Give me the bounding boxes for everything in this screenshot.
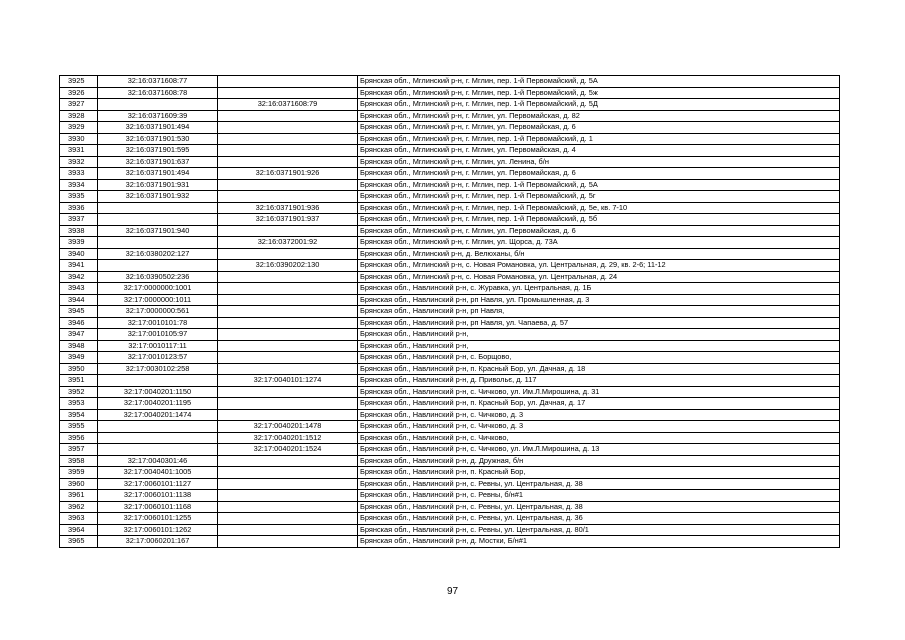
row-number-cell: 3963 [60, 513, 98, 525]
address-cell: Брянская обл., Навлинский р-н, п. Красный Бор, ул. Дачная, д. 17 [358, 398, 840, 410]
address-cell: Брянская обл., Навлинский р-н, рп Навля, ул. Промышленная, д. 3 [358, 294, 840, 306]
cadastral-number-cell [98, 375, 218, 387]
address-cell: Брянская обл., Мглинский р-н, д. Велюханы, б/н [358, 248, 840, 260]
row-number-cell: 3933 [60, 168, 98, 180]
row-number-cell: 3964 [60, 524, 98, 536]
address-cell: Брянская обл., Мглинский р-н, г. Мглин, пер. 1-й Первомайский, д. 5А [358, 76, 840, 88]
cadastral-number-cell [98, 421, 218, 433]
table-row [60, 110, 840, 122]
cadastral-number-cell: 32:17:0030102:258 [98, 363, 218, 375]
address-cell: Брянская обл., Навлинский р-н, с. Ревны, ул. Центральная, д. 80/1 [358, 524, 840, 536]
related-cadastral-number-cell [218, 455, 358, 467]
table-row [60, 202, 840, 214]
cadastral-number-cell: 32:16:0371609:39 [98, 110, 218, 122]
address-cell: Брянская обл., Навлинский р-н, с. Чичково, д. 3 [358, 421, 840, 433]
related-cadastral-number-cell [218, 490, 358, 502]
table-row [60, 524, 840, 536]
cadastral-number-cell: 32:17:0000000:1011 [98, 294, 218, 306]
cadastral-number-cell: 32:16:0371901:931 [98, 179, 218, 191]
row-number-cell: 3935 [60, 191, 98, 203]
related-cadastral-number-cell [218, 283, 358, 295]
table-row [60, 340, 840, 352]
related-cadastral-number-cell [218, 501, 358, 513]
row-number-cell: 3956 [60, 432, 98, 444]
related-cadastral-number-cell [218, 76, 358, 88]
address-cell: Брянская обл., Навлинский р-н, д. Мостки, Б/н#1 [358, 536, 840, 548]
row-number-cell: 3930 [60, 133, 98, 145]
table-row [60, 191, 840, 203]
related-cadastral-number-cell [218, 409, 358, 421]
cadastral-number-cell: 32:16:0371901:932 [98, 191, 218, 203]
related-cadastral-number-cell [218, 248, 358, 260]
cadastral-number-cell: 32:17:0040201:1474 [98, 409, 218, 421]
related-cadastral-number-cell: 32:17:0040101:1274 [218, 375, 358, 387]
cadastral-number-cell: 32:17:0000000:1001 [98, 283, 218, 295]
row-number-cell: 3954 [60, 409, 98, 421]
table-row [60, 87, 840, 99]
cadastral-number-cell: 32:17:0010105:97 [98, 329, 218, 341]
row-number-cell: 3945 [60, 306, 98, 318]
address-cell: Брянская обл., Навлинский р-н, [358, 340, 840, 352]
row-number-cell: 3957 [60, 444, 98, 456]
address-cell: Брянская обл., Навлинский р-н, с. Ревны, ул. Центральная, д. 36 [358, 513, 840, 525]
address-cell: Брянская обл., Мглинский р-н, г. Мглин, пер. 1-й Первомайский, д. 5г [358, 191, 840, 203]
related-cadastral-number-cell [218, 87, 358, 99]
related-cadastral-number-cell [218, 179, 358, 191]
row-number-cell: 3936 [60, 202, 98, 214]
row-number-cell: 3953 [60, 398, 98, 410]
row-number-cell: 3962 [60, 501, 98, 513]
row-number-cell: 3951 [60, 375, 98, 387]
table-row [60, 248, 840, 260]
related-cadastral-number-cell [218, 156, 358, 168]
row-number-cell: 3927 [60, 99, 98, 111]
row-number-cell: 3949 [60, 352, 98, 364]
cadastral-number-cell [98, 432, 218, 444]
row-number-cell: 3944 [60, 294, 98, 306]
address-cell: Брянская обл., Навлинский р-н, [358, 329, 840, 341]
cadastral-number-cell: 32:16:0390502:236 [98, 271, 218, 283]
row-number-cell: 3965 [60, 536, 98, 548]
table-row [60, 214, 840, 226]
address-cell: Брянская обл., Мглинский р-н, г. Мглин, пер. 1-й Первомайский, д. 1 [358, 133, 840, 145]
page-number: 97 [446, 586, 459, 597]
cadastral-number-cell [98, 214, 218, 226]
table-row [60, 283, 840, 295]
table-row [60, 490, 840, 502]
row-number-cell: 3934 [60, 179, 98, 191]
table-row [60, 271, 840, 283]
cadastral-number-cell [98, 202, 218, 214]
cadastral-number-cell: 32:17:0060101:1138 [98, 490, 218, 502]
related-cadastral-number-cell [218, 329, 358, 341]
table-row [60, 478, 840, 490]
related-cadastral-number-cell [218, 317, 358, 329]
related-cadastral-number-cell [218, 524, 358, 536]
address-cell: Брянская обл., Навлинский р-н, рп Навля, [358, 306, 840, 318]
cadastral-number-cell: 32:17:0010123:57 [98, 352, 218, 364]
address-cell: Брянская обл., Навлинский р-н, с. Борщово, [358, 352, 840, 364]
table-row [60, 133, 840, 145]
property-table [59, 75, 840, 548]
row-number-cell: 3943 [60, 283, 98, 295]
cadastral-number-cell: 32:16:0380202:127 [98, 248, 218, 260]
row-number-cell: 3946 [60, 317, 98, 329]
address-cell: Брянская обл., Мглинский р-н, г. Мглин, ул. Первомайская, д. 82 [358, 110, 840, 122]
cadastral-number-cell: 32:17:0010101:78 [98, 317, 218, 329]
row-number-cell: 3948 [60, 340, 98, 352]
address-cell: Брянская обл., Навлинский р-н, рп Навля, ул. Чапаева, д. 57 [358, 317, 840, 329]
related-cadastral-number-cell [218, 513, 358, 525]
table-row [60, 294, 840, 306]
address-cell: Брянская обл., Навлинский р-н, с. Чичково, ул. Им.Л.Мирошина, д. 13 [358, 444, 840, 456]
table-row [60, 513, 840, 525]
address-cell: Брянская обл., Навлинский р-н, с. Журавка, ул. Центральная, д. 1Б [358, 283, 840, 295]
address-cell: Брянская обл., Мглинский р-н, г. Мглин, ул. Первомайская, д. 6 [358, 168, 840, 180]
cadastral-number-cell [98, 260, 218, 272]
row-number-cell: 3925 [60, 76, 98, 88]
related-cadastral-number-cell: 32:16:0372001:92 [218, 237, 358, 249]
table-row [60, 444, 840, 456]
table-row [60, 398, 840, 410]
row-number-cell: 3940 [60, 248, 98, 260]
table-row [60, 306, 840, 318]
cadastral-number-cell: 32:16:0371608:77 [98, 76, 218, 88]
related-cadastral-number-cell [218, 536, 358, 548]
row-number-cell: 3942 [60, 271, 98, 283]
related-cadastral-number-cell [218, 294, 358, 306]
row-number-cell: 3950 [60, 363, 98, 375]
address-cell: Брянская обл., Навлинский р-н, п. Красный Бор, [358, 467, 840, 479]
cadastral-number-cell: 32:17:0060101:1127 [98, 478, 218, 490]
address-cell: Брянская обл., Мглинский р-н, г. Мглин, ул. Ленина, б/н [358, 156, 840, 168]
row-number-cell: 3932 [60, 156, 98, 168]
related-cadastral-number-cell [218, 352, 358, 364]
row-number-cell: 3961 [60, 490, 98, 502]
address-cell: Брянская обл., Мглинский р-н, г. Мглин, ул. Щорса, д. 73А [358, 237, 840, 249]
address-cell: Брянская обл., Навлинский р-н, с. Чичково, [358, 432, 840, 444]
row-number-cell: 3941 [60, 260, 98, 272]
cadastral-number-cell [98, 237, 218, 249]
row-number-cell: 3939 [60, 237, 98, 249]
table-row [60, 179, 840, 191]
address-cell: Брянская обл., Навлинский р-н, с. Ревны, б/н#1 [358, 490, 840, 502]
address-cell: Брянская обл., Мглинский р-н, г. Мглин, ул. Первомайская, д. 6 [358, 225, 840, 237]
table-row [60, 455, 840, 467]
row-number-cell: 3926 [60, 87, 98, 99]
address-cell: Брянская обл., Навлинский р-н, с. Чичково, д. 3 [358, 409, 840, 421]
row-number-cell: 3938 [60, 225, 98, 237]
related-cadastral-number-cell [218, 478, 358, 490]
table-row [60, 501, 840, 513]
row-number-cell: 3947 [60, 329, 98, 341]
related-cadastral-number-cell: 32:17:0040201:1478 [218, 421, 358, 433]
table-row [60, 76, 840, 88]
table-row [60, 386, 840, 398]
table-row [60, 122, 840, 134]
row-number-cell: 3960 [60, 478, 98, 490]
address-cell: Брянская обл., Навлинский р-н, с. Чичково, ул. Им.Л.Мирошина, д. 31 [358, 386, 840, 398]
related-cadastral-number-cell [218, 306, 358, 318]
related-cadastral-number-cell [218, 122, 358, 134]
table-row [60, 352, 840, 364]
cadastral-number-cell: 32:17:0040201:1150 [98, 386, 218, 398]
address-cell: Брянская обл., Мглинский р-н, г. Мглин, пер. 1-й Первомайский, д. 5А [358, 179, 840, 191]
table-row [60, 363, 840, 375]
table-row [60, 317, 840, 329]
table-row [60, 145, 840, 157]
row-number-cell: 3928 [60, 110, 98, 122]
address-cell: Брянская обл., Мглинский р-н, с. Новая Романовка, ул. Центральная, д. 24 [358, 271, 840, 283]
cadastral-number-cell: 32:16:0371901:595 [98, 145, 218, 157]
cadastral-number-cell: 32:16:0371901:494 [98, 122, 218, 134]
cadastral-number-cell: 32:17:0040201:1195 [98, 398, 218, 410]
related-cadastral-number-cell [218, 467, 358, 479]
table-row [60, 432, 840, 444]
address-cell: Брянская обл., Мглинский р-н, г. Мглин, пер. 1-й Первомайский, д. 5ж [358, 87, 840, 99]
related-cadastral-number-cell: 32:16:0371901:937 [218, 214, 358, 226]
address-cell: Брянская обл., Навлинский р-н, с. Ревны, ул. Центральная, д. 38 [358, 501, 840, 513]
row-number-cell: 3952 [60, 386, 98, 398]
table-row [60, 536, 840, 548]
cadastral-number-cell: 32:17:0010117:11 [98, 340, 218, 352]
cadastral-number-cell: 32:17:0060101:1262 [98, 524, 218, 536]
related-cadastral-number-cell [218, 271, 358, 283]
cadastral-number-cell: 32:17:0000000:561 [98, 306, 218, 318]
cadastral-number-cell: 32:16:0371901:940 [98, 225, 218, 237]
address-cell: Брянская обл., Мглинский р-н, г. Мглин, пер. 1-й Первомайский, д. 5е, кв. 7-10 [358, 202, 840, 214]
table-body [60, 76, 840, 548]
address-cell: Брянская обл., Мглинский р-н, г. Мглин, ул. Первомайская, д. 6 [358, 122, 840, 134]
table-row [60, 467, 840, 479]
related-cadastral-number-cell: 32:16:0371901:936 [218, 202, 358, 214]
cadastral-number-cell: 32:17:0060201:167 [98, 536, 218, 548]
address-cell: Брянская обл., Мглинский р-н, с. Новая Романовка, ул. Центральная, д. 29, кв. 2-6; 11-12 [358, 260, 840, 272]
cadastral-number-cell: 32:16:0371901:637 [98, 156, 218, 168]
row-number-cell: 3937 [60, 214, 98, 226]
address-cell: Брянская обл., Навлинский р-н, с. Ревны, ул. Центральная, д. 38 [358, 478, 840, 490]
related-cadastral-number-cell [218, 340, 358, 352]
cadastral-number-cell: 32:16:0371901:494 [98, 168, 218, 180]
related-cadastral-number-cell [218, 110, 358, 122]
table-row [60, 260, 840, 272]
related-cadastral-number-cell [218, 386, 358, 398]
table-row [60, 156, 840, 168]
related-cadastral-number-cell: 32:16:0371608:79 [218, 99, 358, 111]
table-row [60, 168, 840, 180]
address-cell: Брянская обл., Навлинский р-н, п. Красный Бор, ул. Дачная, д. 18 [358, 363, 840, 375]
related-cadastral-number-cell [218, 133, 358, 145]
cadastral-number-cell [98, 99, 218, 111]
row-number-cell: 3929 [60, 122, 98, 134]
cadastral-number-cell: 32:17:0040401:1005 [98, 467, 218, 479]
table-row [60, 375, 840, 387]
related-cadastral-number-cell [218, 398, 358, 410]
row-number-cell: 3931 [60, 145, 98, 157]
related-cadastral-number-cell: 32:17:0040201:1512 [218, 432, 358, 444]
address-cell: Брянская обл., Мглинский р-н, г. Мглин, пер. 1-й Первомайский, д. 5б [358, 214, 840, 226]
cadastral-number-cell: 32:17:0040301:46 [98, 455, 218, 467]
address-cell: Брянская обл., Навлинский р-н, д. Привольє, д. 117 [358, 375, 840, 387]
row-number-cell: 3959 [60, 467, 98, 479]
cadastral-number-cell: 32:17:0060101:1255 [98, 513, 218, 525]
cadastral-number-cell: 32:16:0371608:78 [98, 87, 218, 99]
related-cadastral-number-cell: 32:16:0371901:926 [218, 168, 358, 180]
address-cell: Брянская обл., Навлинский р-н, д. Дружная, б/н [358, 455, 840, 467]
row-number-cell: 3955 [60, 421, 98, 433]
table-row [60, 409, 840, 421]
cadastral-number-cell: 32:16:0371901:530 [98, 133, 218, 145]
table-row [60, 225, 840, 237]
cadastral-number-cell [98, 444, 218, 456]
address-cell: Брянская обл., Мглинский р-н, г. Мглин, ул. Первомайская, д. 4 [358, 145, 840, 157]
address-cell: Брянская обл., Мглинский р-н, г. Мглин, пер. 1-й Первомайский, д. 5Д [358, 99, 840, 111]
related-cadastral-number-cell [218, 191, 358, 203]
related-cadastral-number-cell [218, 225, 358, 237]
cadastral-number-cell: 32:17:0060101:1168 [98, 501, 218, 513]
related-cadastral-number-cell: 32:16:0390202:130 [218, 260, 358, 272]
table-row [60, 329, 840, 341]
table-row [60, 421, 840, 433]
related-cadastral-number-cell: 32:17:0040201:1524 [218, 444, 358, 456]
related-cadastral-number-cell [218, 145, 358, 157]
table-row [60, 237, 840, 249]
row-number-cell: 3958 [60, 455, 98, 467]
table-row [60, 99, 840, 111]
related-cadastral-number-cell [218, 363, 358, 375]
